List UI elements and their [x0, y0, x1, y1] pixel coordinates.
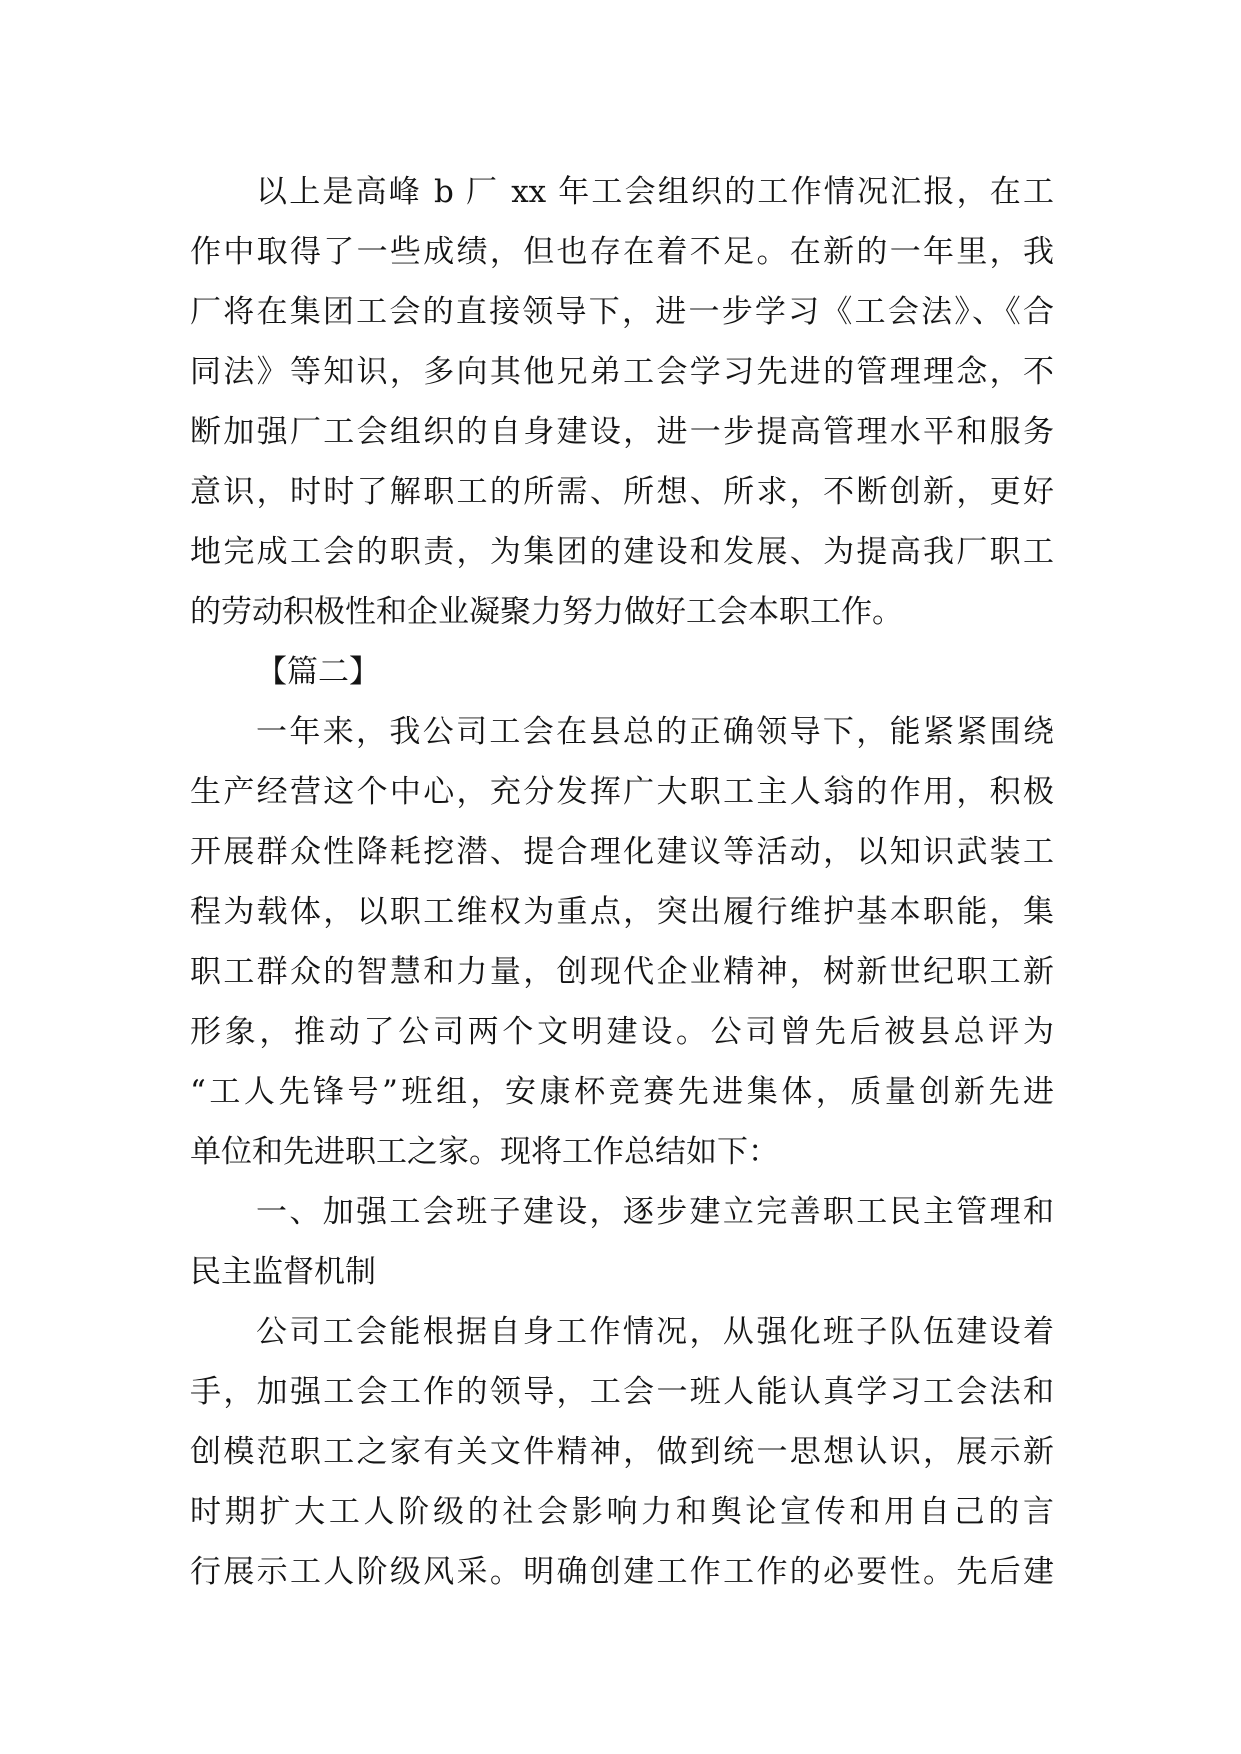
- section-heading: [190, 642, 1054, 702]
- paragraph-body: [190, 1302, 1054, 1602]
- paragraph-intro: [190, 702, 1054, 1182]
- text-line: 民主监督机制: [190, 1254, 376, 1290]
- text-line: 厂将在集团工会的直接领导下，进一步学习《工会法》、《合: [190, 294, 1054, 330]
- text-line: 创模范职工之家有关文件精神，做到统一思想认识，展示新: [190, 1434, 1054, 1470]
- text-line: 时期扩大工人阶级的社会影响力和舆论宣传和用自己的言: [190, 1494, 1054, 1530]
- text-line: 形象，推动了公司两个文明建设。公司曾先后被县总评为: [190, 1014, 1054, 1050]
- text-line: “工人先锋号”班组，安康杯竞赛先进集体，质量创新先进: [190, 1074, 1054, 1110]
- subsection-heading: [190, 1182, 1054, 1302]
- document-body: [190, 162, 1054, 1602]
- text-line: 公司工会能根据自身工作情况，从强化班子队伍建设着: [256, 1314, 1054, 1350]
- text-line: 生产经营这个中心，充分发挥广大职工主人翁的作用，积极: [190, 774, 1054, 810]
- text-line: 同法》等知识，多向其他兄弟工会学习先进的管理理念，不: [190, 354, 1054, 390]
- section-heading-text: 【篇二】: [256, 654, 380, 690]
- paragraph-summary: [190, 162, 1054, 642]
- text-line: 职工群众的智慧和力量，创现代企业精神，树新世纪职工新: [190, 954, 1054, 990]
- text-line: 程为载体，以职工维权为重点，突出履行维护基本职能，集: [190, 894, 1054, 930]
- text-line: 手，加强工会工作的领导，工会一班人能认真学习工会法和: [190, 1374, 1054, 1410]
- text-line: 地完成工会的职责，为集团的建设和发展、为提高我厂职工: [190, 534, 1054, 570]
- text-line: 行展示工人阶级风采。明确创建工作工作的必要性。先后建: [190, 1554, 1054, 1590]
- text-line: 的劳动积极性和企业凝聚力努力做好工会本职工作。: [190, 594, 903, 630]
- text-line: 断加强厂工会组织的自身建设，进一步提高管理水平和服务: [190, 414, 1054, 450]
- text-line: 以上是高峰 b 厂 xx 年工会组织的工作情况汇报，在工: [256, 174, 1054, 210]
- text-line: 意识，时时了解职工的所需、所想、所求，不断创新，更好: [190, 474, 1054, 510]
- text-line: 一年来，我公司工会在县总的正确领导下，能紧紧围绕: [256, 714, 1054, 750]
- text-line: 一、加强工会班子建设，逐步建立完善职工民主管理和: [256, 1194, 1054, 1230]
- text-line: 开展群众性降耗挖潜、提合理化建议等活动，以知识武装工: [190, 834, 1054, 870]
- text-line: 作中取得了一些成绩，但也存在着不足。在新的一年里，我: [190, 234, 1054, 270]
- text-line: 单位和先进职工之家。现将工作总结如下：: [190, 1134, 779, 1170]
